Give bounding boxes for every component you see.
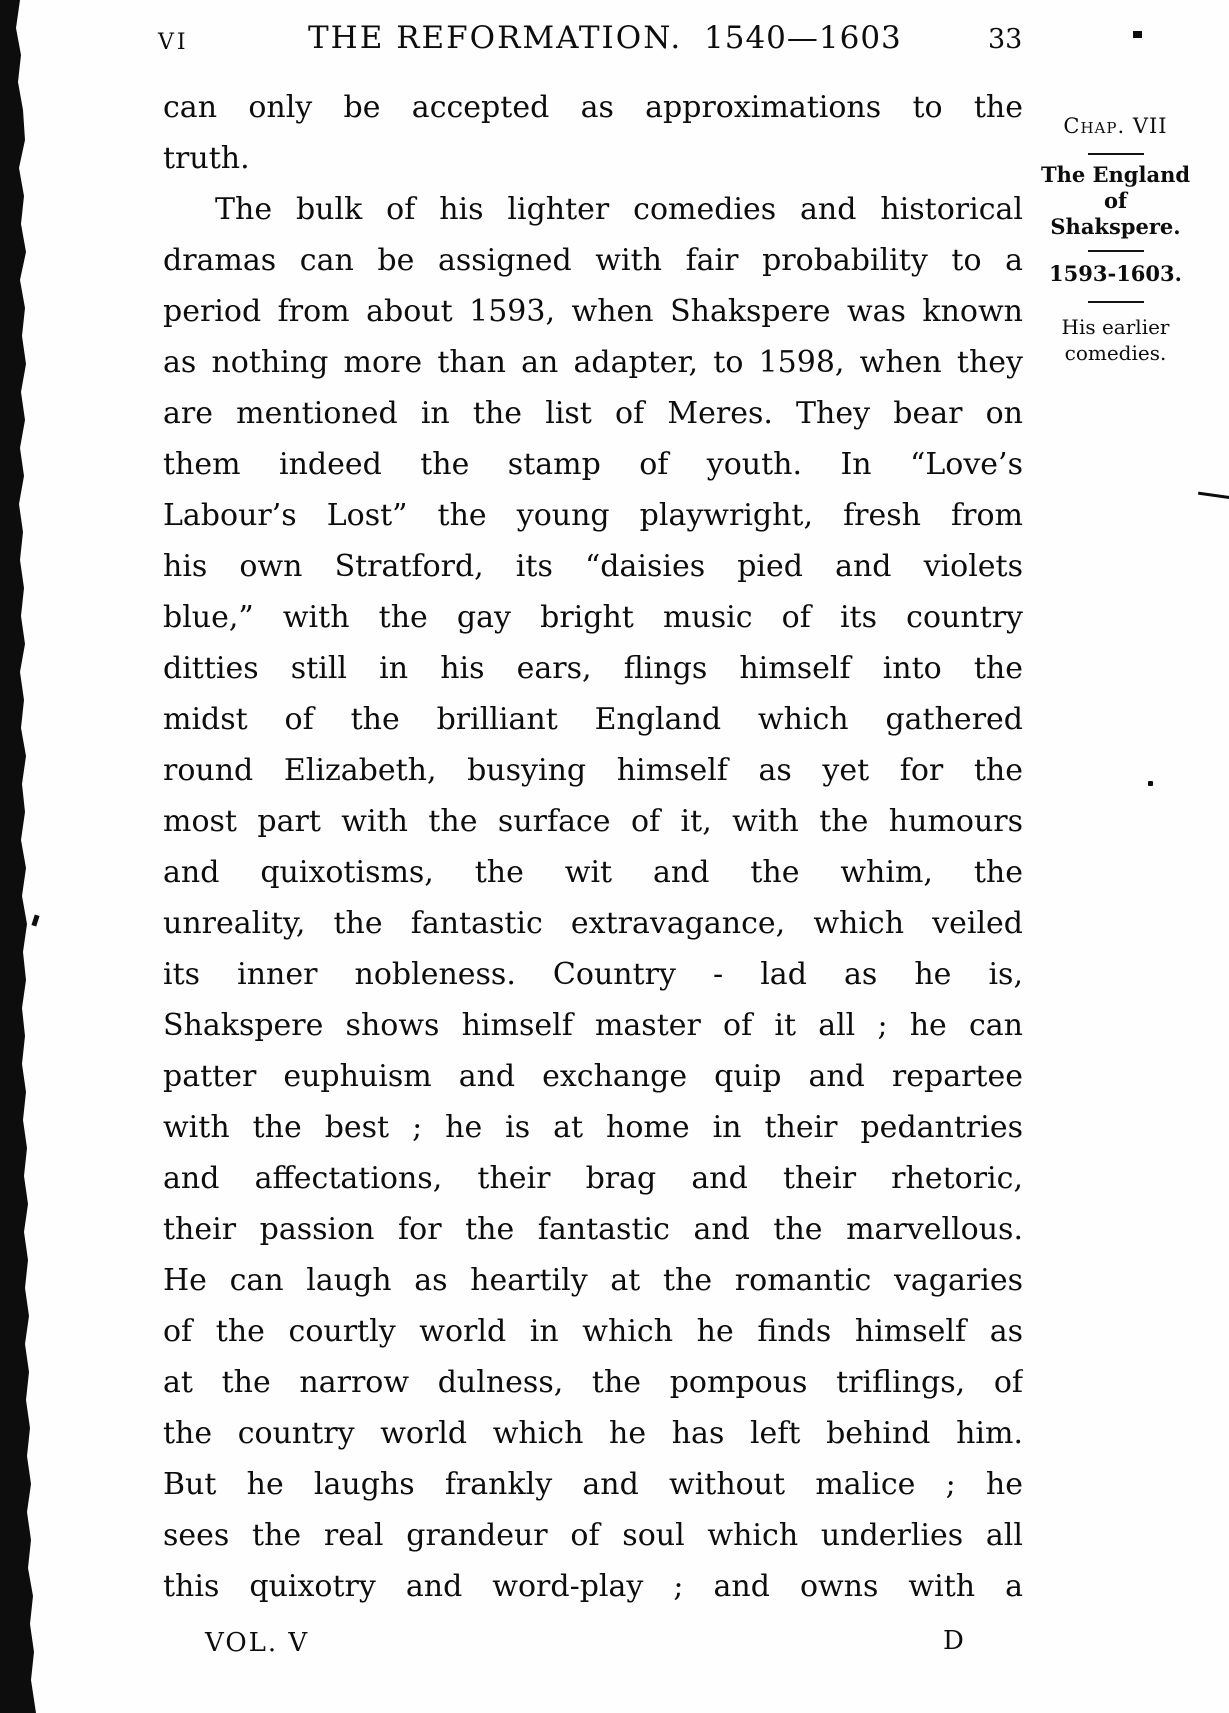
body-line: them indeed the stamp of youth. In “Love’s <box>163 447 1023 482</box>
scan-binding-edge <box>0 0 40 1713</box>
body-line: sees the real grandeur of soul which underlies all <box>163 1518 1023 1553</box>
header-page-number: 33 <box>988 24 1023 55</box>
body-line-paragraph-end: truth. <box>163 141 250 176</box>
body-line: Shakspere shows himself master of it all ; he can <box>163 1008 1023 1043</box>
body-line: blue,” with the gay bright music of its country <box>163 600 1023 635</box>
body-line: of the courtly world in which he finds himself as <box>163 1314 1023 1349</box>
body-line: patter euphuism and exchange quip and repartee <box>163 1059 1023 1094</box>
body-line: as nothing more than an adapter, to 1598, when they <box>163 345 1023 380</box>
body-line: midst of the brilliant England which gathered <box>163 702 1023 737</box>
ink-speck <box>1133 31 1142 38</box>
body-line: Labour’s Lost” the young playwright, fresh from <box>163 498 1023 533</box>
ink-speck <box>1148 781 1153 786</box>
footer-volume-label: VOL. V <box>205 1628 310 1658</box>
body-line: can only be accepted as approximations to the <box>163 90 1023 125</box>
header-running-title: THE REFORMATION. <box>308 20 683 56</box>
margin-note-earlier-comedies: His earlier comedies. <box>1061 315 1170 365</box>
body-line: dramas can be assigned with fair probability to a <box>163 243 1023 278</box>
body-line: at the narrow dulness, the pompous triflings, of <box>163 1365 1023 1400</box>
margin-rule <box>1088 301 1144 303</box>
header-chapter-numeral: VI <box>158 30 189 55</box>
body-line: period from about 1593, when Shakspere was known <box>163 294 1023 329</box>
body-line: and quixotisms, the wit and the whim, the <box>163 855 1023 890</box>
body-line: and affectations, their brag and their rhetoric, <box>163 1161 1023 1196</box>
header-date-range: 1540—1603 <box>704 20 902 56</box>
body-line-paragraph-start: The bulk of his lighter comedies and historical <box>215 192 1023 227</box>
body-line: his own Stratford, its “daisies pied and violets <box>163 549 1023 584</box>
margin-note-dates: 1593-1603. <box>1049 261 1182 286</box>
body-line: with the best ; he is at home in their pedantries <box>163 1110 1023 1145</box>
margin-chapter-label: Chap. VII <box>1063 114 1168 138</box>
body-line: But he laughs frankly and without malice ; he <box>163 1467 1023 1502</box>
margin-rule <box>1088 153 1144 155</box>
body-line: unreality, the fantastic extravagance, which veiled <box>163 906 1023 941</box>
body-line: ditties still in his ears, flings himself into the <box>163 651 1023 686</box>
body-line: this quixotry and word-play ; and owns with a <box>163 1569 1023 1604</box>
body-line: their passion for the fantastic and the marvellous. <box>163 1212 1023 1247</box>
body-line: He can laugh as heartily at the romantic vagaries <box>163 1263 1023 1298</box>
body-text-block <box>163 82 1023 1612</box>
body-line: round Elizabeth, busying himself as yet for the <box>163 753 1023 788</box>
body-line: are mentioned in the list of Meres. They bear on <box>163 396 1023 431</box>
ink-dash-mark <box>1198 492 1229 500</box>
body-line: most part with the surface of it, with the humours <box>163 804 1023 839</box>
margin-rule <box>1088 250 1144 252</box>
footer-signature-mark: D <box>943 1626 964 1656</box>
body-line: its inner nobleness. Country - lad as he is, <box>163 957 1023 992</box>
margin-note-england-of-shakspere: The England of Shakspere. <box>1040 162 1191 239</box>
body-line: the country world which he has left behind him. <box>163 1416 1023 1451</box>
